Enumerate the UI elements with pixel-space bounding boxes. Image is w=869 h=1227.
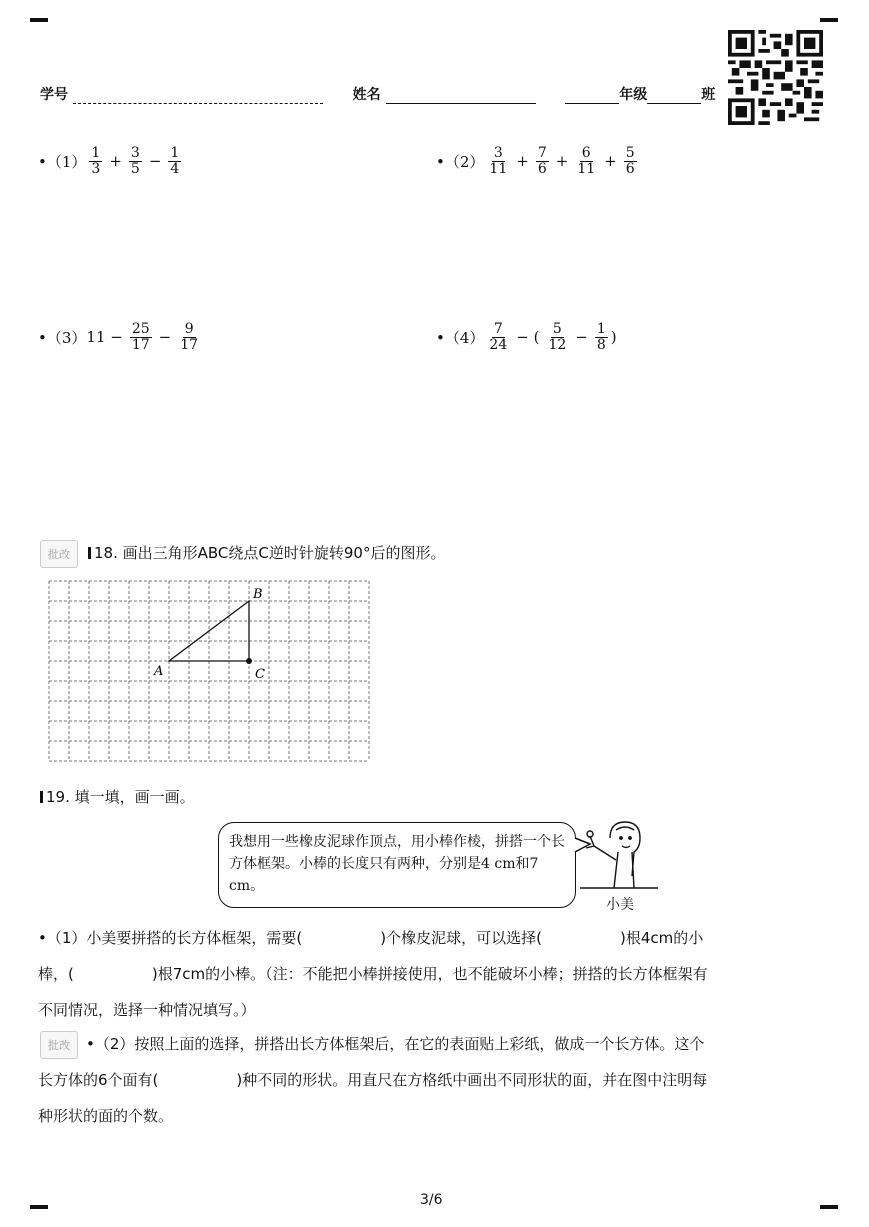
problem-1-number: •（1） bbox=[38, 152, 87, 171]
operator: + bbox=[604, 152, 617, 171]
qr-code bbox=[728, 30, 823, 125]
problem-4 bbox=[436, 322, 617, 352]
question-marker bbox=[40, 791, 43, 803]
part-2-text-cont: 长方体的6个面有( )种不同的形状。用直尺在方格纸中画出不同形状的面，并在图中注明每 种形状的面的个数。 bbox=[38, 1071, 708, 1125]
grade-label: 年级 bbox=[619, 87, 648, 103]
fraction: $\frac{1}{3}$ bbox=[91, 145, 101, 177]
fraction: $\frac{6}{11}$ bbox=[577, 145, 596, 177]
question-19-title: 19. 填一填，画一画。 bbox=[46, 788, 195, 806]
label-a: A bbox=[154, 664, 164, 679]
problem-3 bbox=[38, 322, 203, 352]
speech-bubble-text: 我想用一些橡皮泥球作顶点，用小棒作棱，拼搭一个长方体框架。小棒的长度只有两种，分别是4 cm和7 cm。 bbox=[229, 834, 565, 894]
problem-2-number: •（2） bbox=[436, 152, 485, 171]
operator: + bbox=[109, 152, 122, 171]
question-19 bbox=[40, 786, 195, 808]
character-name: 小美 bbox=[606, 897, 634, 913]
header-row bbox=[40, 84, 715, 104]
point-c-dot bbox=[246, 658, 252, 664]
question-18-text: 18. 画出三角形ABC绕点C逆时针旋转90°后的图形。 bbox=[94, 544, 446, 562]
corner-mark-bottom-left bbox=[30, 1205, 48, 1209]
name-field[interactable] bbox=[386, 89, 536, 104]
grade-badge[interactable]: 批改 bbox=[40, 1031, 78, 1059]
corner-mark-top-left bbox=[30, 18, 48, 22]
question-marker bbox=[88, 547, 91, 559]
corner-mark-bottom-right bbox=[820, 1205, 838, 1209]
student-id-label: 学号 bbox=[40, 87, 68, 103]
paren-close: ) bbox=[610, 328, 617, 347]
operator: − bbox=[575, 328, 588, 347]
question-18 bbox=[88, 542, 445, 564]
grade-badge[interactable]: 批改 bbox=[40, 540, 78, 568]
problem-2 bbox=[436, 146, 640, 176]
student-id-field[interactable] bbox=[73, 89, 323, 104]
speech-bubble bbox=[218, 822, 576, 908]
part-2-text: •（2）按照上面的选择，拼搭出长方体框架后，在它的表面贴上彩纸，做成一个长方体。这个 bbox=[86, 1035, 705, 1053]
part-1-text: •（1）小美要拼搭的长方体框架，需要( )个橡皮泥球，可以选择( )根4cm的小 棒，( )根7cm的小棒。（注：不能把小棒拼接使用，也不能破坏小棒；拼搭的长方体框架有 不同情况，选择一种情况填写。） bbox=[38, 929, 708, 1019]
problem-1 bbox=[38, 146, 184, 176]
fraction: $\frac{7}{24}$ bbox=[489, 321, 508, 353]
girl-illustration bbox=[580, 816, 658, 890]
operator: 11 − bbox=[86, 328, 123, 347]
fraction: $\frac{9}{17}$ bbox=[180, 321, 199, 353]
fraction: $\frac{7}{6}$ bbox=[537, 145, 547, 177]
fraction: $\frac{25}{17}$ bbox=[131, 321, 150, 353]
fraction: $\frac{3}{5}$ bbox=[130, 145, 140, 177]
operator: − bbox=[158, 328, 172, 347]
operator: − bbox=[148, 152, 162, 171]
label-c: C bbox=[255, 667, 265, 682]
class-field[interactable] bbox=[647, 89, 701, 104]
name-label: 姓名 bbox=[352, 87, 381, 103]
fraction: $\frac{5}{6}$ bbox=[625, 145, 635, 177]
problem-3-number: •（3） bbox=[38, 328, 87, 347]
operator: + bbox=[516, 152, 529, 171]
operator: + bbox=[555, 152, 569, 171]
fraction: $\frac{3}{11}$ bbox=[489, 145, 508, 177]
page-number: 3/6 bbox=[420, 1192, 443, 1208]
fraction: $\frac{1}{8}$ bbox=[596, 321, 606, 353]
problem-4-number: •（4） bbox=[436, 328, 485, 347]
dashed-grid bbox=[49, 581, 369, 761]
label-b: B bbox=[253, 587, 263, 602]
grade-field[interactable] bbox=[565, 89, 619, 104]
operator: − ( bbox=[516, 328, 540, 347]
fraction: $\frac{5}{12}$ bbox=[548, 321, 567, 353]
grid-triangle-figure bbox=[46, 578, 372, 766]
fraction: $\frac{1}{4}$ bbox=[170, 145, 180, 177]
corner-mark-top-right bbox=[820, 18, 838, 22]
class-label: 班 bbox=[701, 87, 716, 103]
